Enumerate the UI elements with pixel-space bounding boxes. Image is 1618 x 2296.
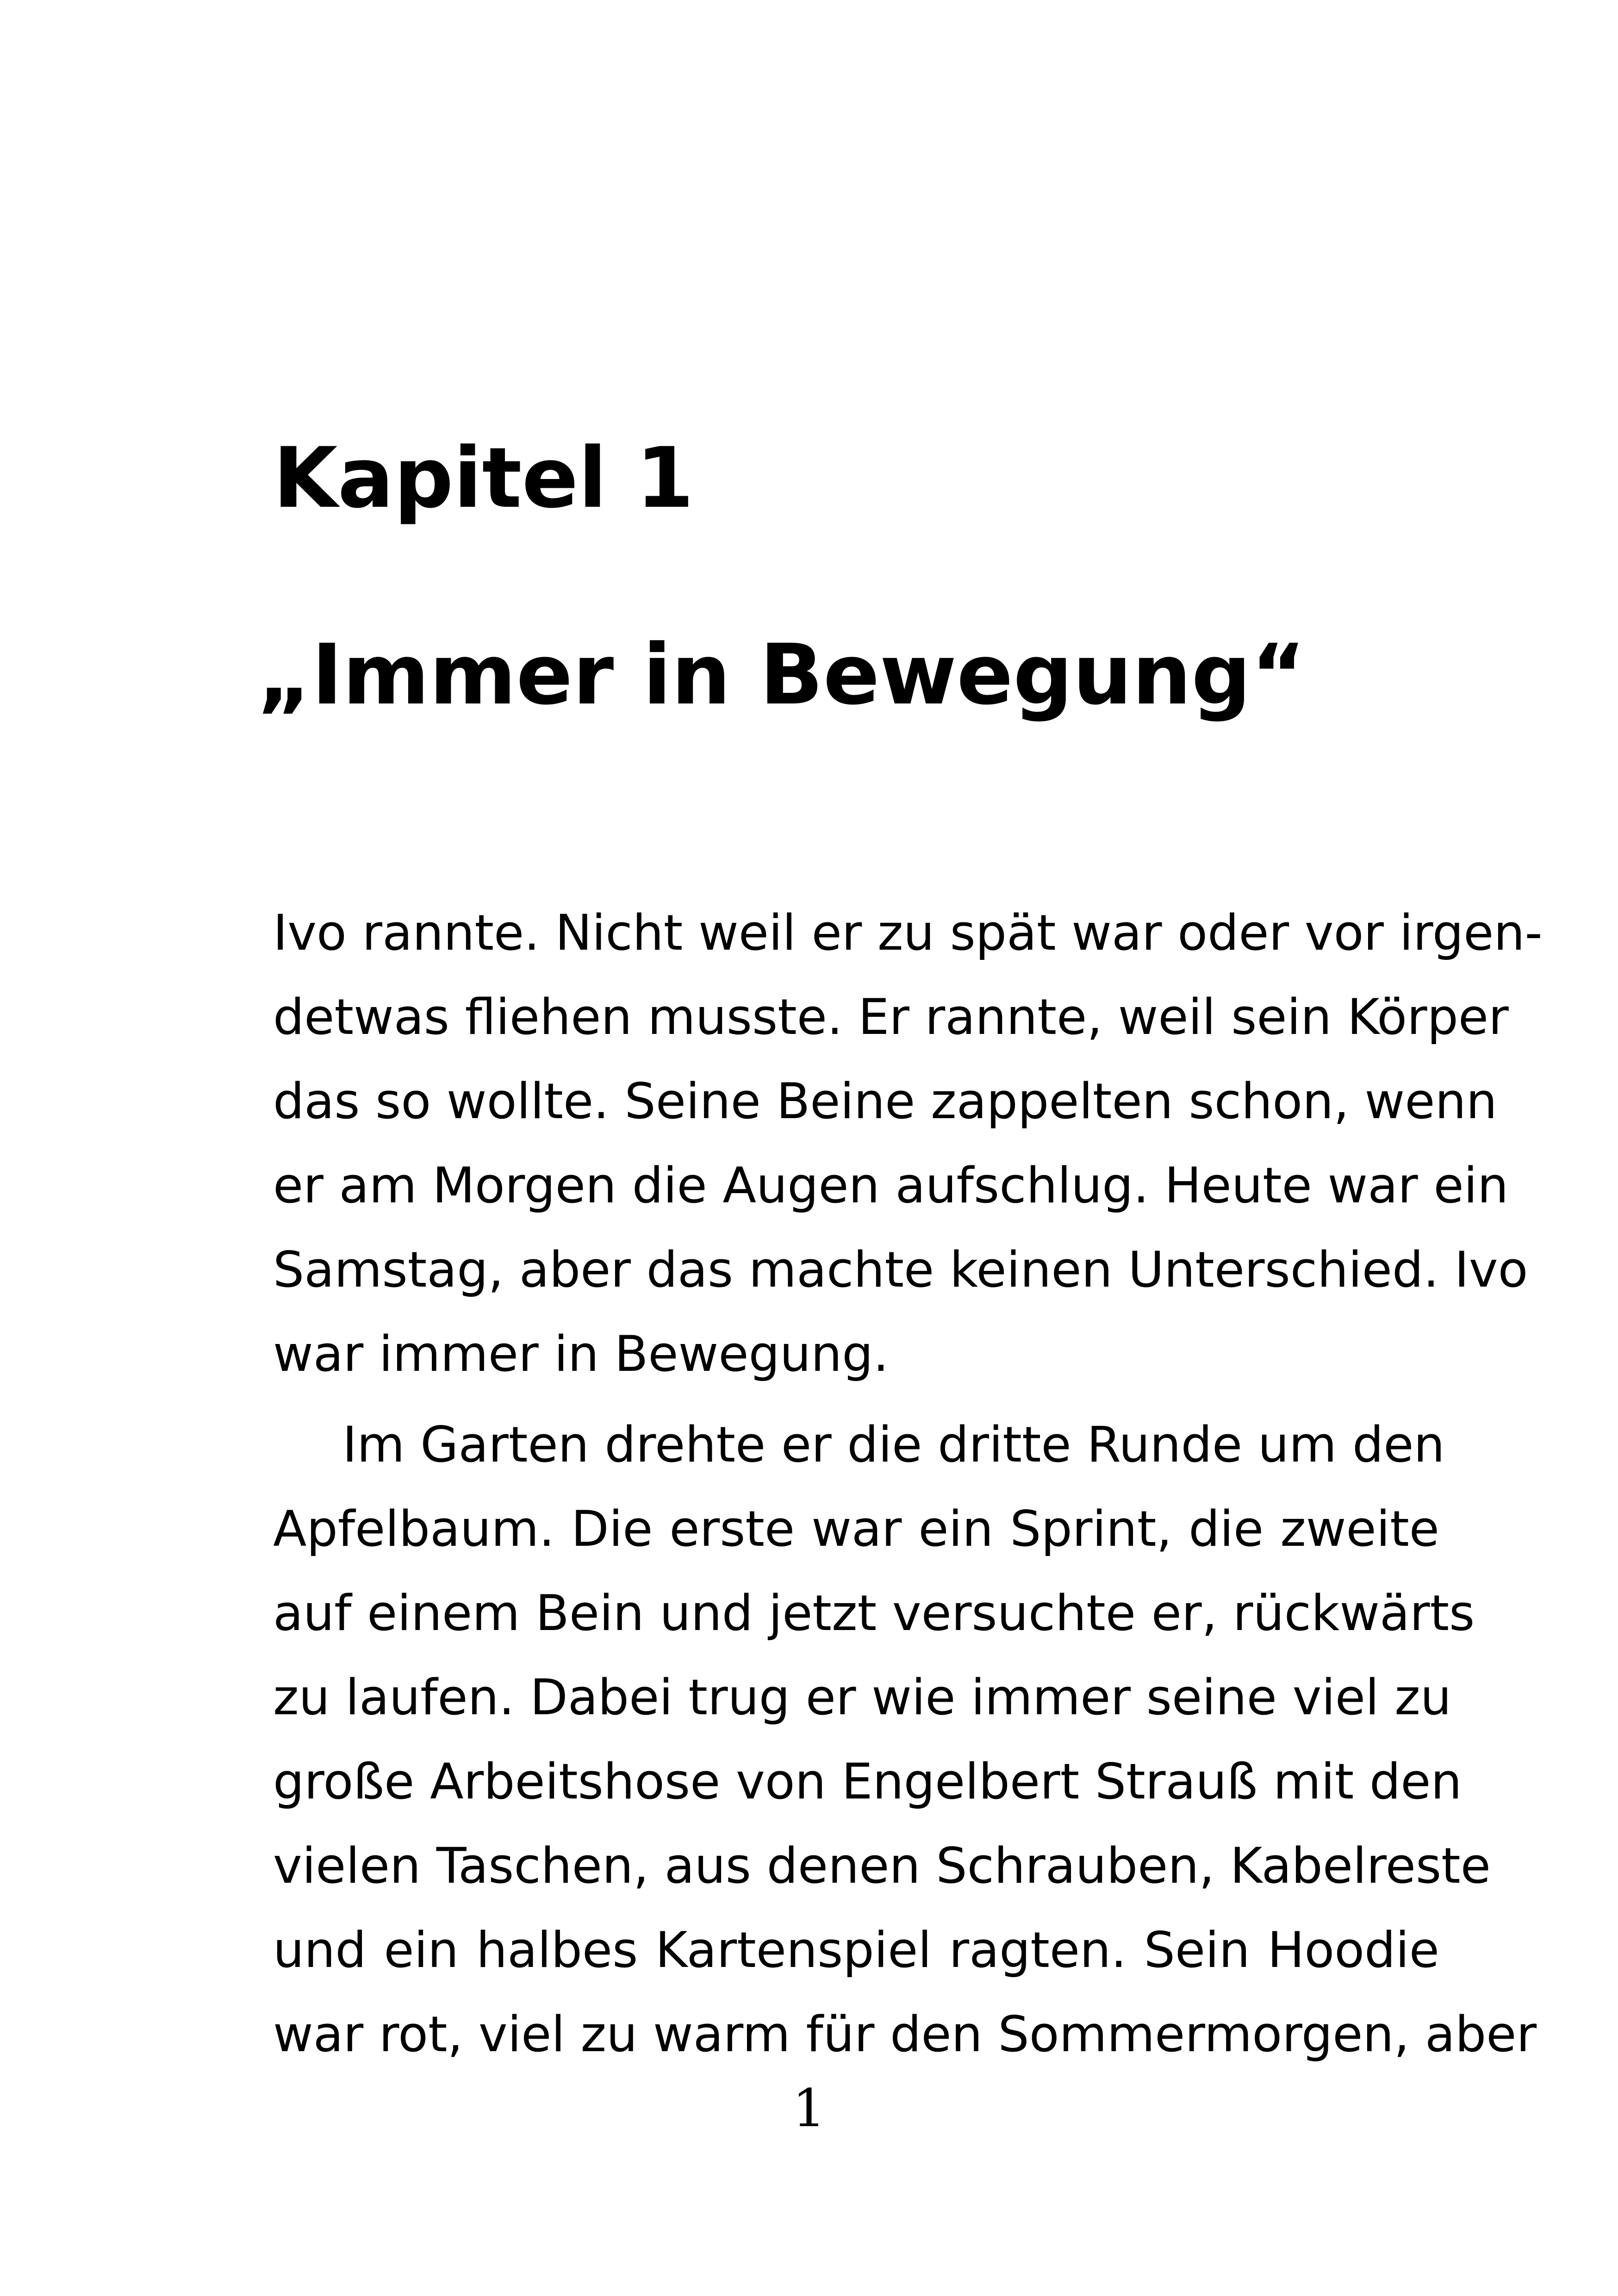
paragraph-2 [273,1403,1537,2077]
text-line: er am Morgen die Augen aufschlug. Heute war ein [273,1157,1509,1214]
text-line: Im Garten drehte er die dritte Runde um den [342,1416,1445,1473]
text-line: auf einem Bein und jetzt versuchte er, rückwärts [273,1585,1475,1642]
text-line: Samstag, aber das machte keinen Unterschied. Ivo [273,1241,1528,1298]
text-line: detwas fliehen musste. Er rannte, weil sein Körper [273,989,1509,1045]
page-number: 1 [792,2078,826,2139]
text-line: und ein halbes Kartenspiel ragten. Sein Hoodie [273,1922,1439,1979]
text-line: zu laufen. Dabei trug er wie immer seine viel zu [273,1669,1452,1726]
text-line: war immer in Bewegung. [273,1325,889,1382]
text-line: war rot, viel zu warm für den Sommermorgen, aber [273,2006,1537,2063]
paragraph-1 [273,891,1543,1396]
text-line: Ivo rannte. Nicht weil er zu spät war oder vor irgen- [273,904,1543,961]
chapter-number-heading: Kapitel 1 [273,430,694,527]
text-line: Apfelbaum. Die erste war ein Sprint, die zweite [273,1500,1439,1557]
text-line: vielen Taschen, aus denen Schrauben, Kabelreste [273,1837,1491,1894]
chapter-body-text [273,891,1543,2077]
text-line: große Arbeitshose von Engelbert Strauß mit den [273,1753,1462,1810]
text-line: das so wollte. Seine Beine zappelten schon, wenn [273,1073,1497,1130]
chapter-title-heading: „Immer in Bewegung“ [257,627,1306,723]
paragraph-spacer [273,1396,1439,1403]
